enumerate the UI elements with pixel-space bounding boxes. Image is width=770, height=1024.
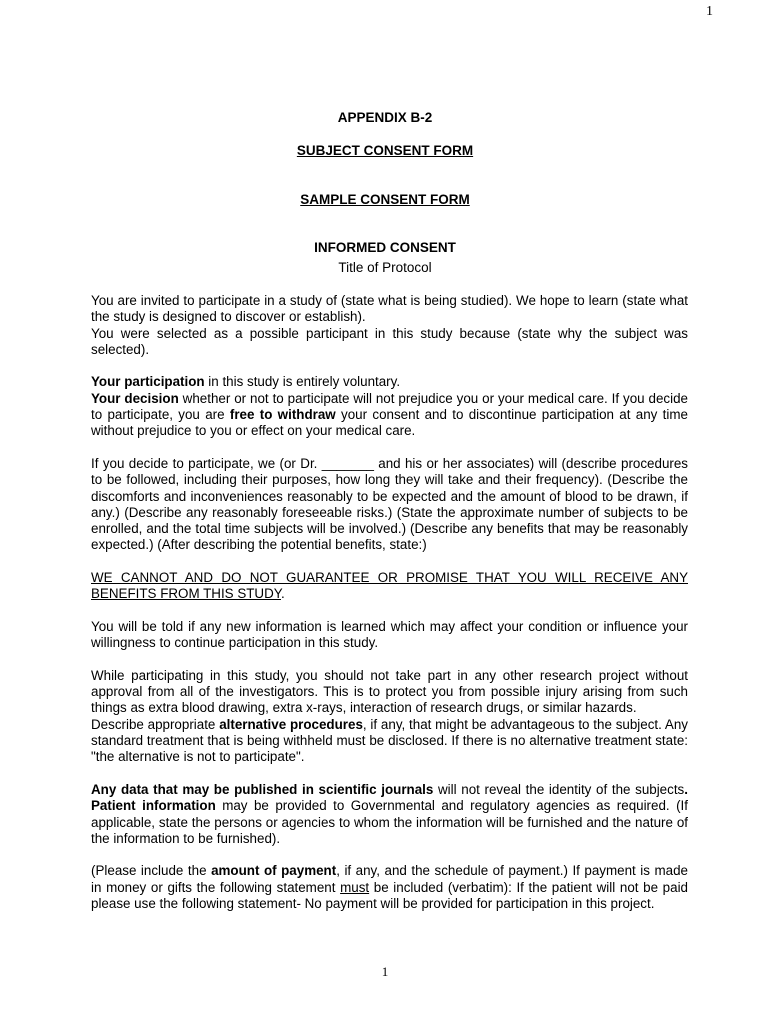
sample-consent-heading: SAMPLE CONSENT FORM: [300, 192, 470, 207]
paragraph-invitation: You are invited to participate in a study of (state what is being studied). We hope to learn (state what the study is designed to discover or establish).: [91, 293, 688, 325]
no-guarantee-period: .: [280, 586, 285, 602]
patient-info-bold: . Patient information: [91, 781, 688, 814]
paragraph-alternatives: [91, 717, 688, 766]
payment-bold: amount of payment: [211, 863, 337, 879]
decision-text: whether or not to participate will not prejudice you or your medical care. If you decide to participate, you are: [91, 390, 688, 423]
participation-bold: Your participation: [91, 374, 205, 390]
paragraph-other-research: While participating in this study, you should not take part in any other research project without approval from all of the investigators. This is to protect you from possible injury arising from such things as extra blood drawing, extra x-rays, interaction of research drugs, or similar hazards.: [91, 667, 688, 716]
alternatives-bold: alternative procedures: [219, 716, 363, 732]
subject-consent-heading: SUBJECT CONSENT FORM: [296, 143, 474, 158]
alternatives-text-2: , if any, that might be advantageous to the subject. Any standard treatment that is being withheld must be disclosed. If there is no alternative treatment state: "the alternative is not to participate".: [91, 716, 688, 765]
paragraph-selection: You were selected as a possible participant in this study because (state why the subject was selected).: [91, 325, 688, 357]
paragraph-procedures: If you decide to participate, we (or Dr. _______ and his or her associates) will (describe procedures to be followed, including their purposes, how long they will take and their frequency). (Describe the discomforts and inconveniences reasonably to be expected and the amount of blood to be drawn, if any.) (Describe any reasonably foreseeable risks.) (State the approximate number of subjects to be enrolled, and the total time subjects will be involved.) (Describe any benefits that may be reasonably expected.) (After describing the potential benefits, state:): [91, 455, 688, 553]
payment-text-1: (Please include the: [91, 863, 212, 879]
data-published-bold: Any data that may be published in scientific journals: [91, 781, 434, 797]
participation-text: in this study is entirely voluntary.: [204, 374, 401, 390]
paragraph-new-information: You will be told if any new information is learned which may affect your condition or influence your willingness to continue participation in this study.: [91, 618, 688, 651]
paragraph-participation: [91, 374, 688, 390]
paragraph-no-guarantee: [91, 570, 688, 603]
informed-consent-heading: INFORMED CONSENT: [314, 240, 456, 255]
withdraw-bold: free to withdraw: [229, 407, 336, 423]
paragraph-payment: [91, 863, 688, 912]
data-published-text: will not reveal the identity of the subjects: [433, 781, 685, 797]
payment-text-3: be included (verbatim): If the patient will not be paid please use the following statement- No payment will be provided for participation in this project.: [91, 879, 688, 911]
must-underlined: must: [340, 879, 370, 895]
appendix-heading: APPENDIX B-2: [337, 110, 433, 125]
decision-bold: Your decision: [91, 390, 179, 406]
protocol-title: Title of Protocol: [338, 260, 432, 275]
alternatives-text-1: Describe appropriate: [91, 716, 220, 732]
withdraw-text: your consent and to discontinue participation at any time without prejudice to you or effect on your medical care.: [91, 407, 688, 439]
patient-info-text: may be provided to Governmental and regulatory agencies as required. (If applicable, state the persons or agencies to whom the information will be furnished and the nature of the information to be furnished).: [91, 798, 688, 846]
no-guarantee-statement: WE CANNOT AND DO NOT GUARANTEE OR PROMISE THAT YOU WILL RECEIVE ANY BENEFITS FROM THIS STUDY: [91, 570, 688, 602]
page-number-top: 1: [706, 4, 713, 19]
page-number-bottom: 1: [381, 964, 389, 979]
payment-text-2: , if any, and the schedule of payment.) If payment is made in money or gifts the following statement: [91, 863, 689, 895]
consent-body: [91, 293, 688, 912]
paragraph-decision: [91, 391, 688, 440]
paragraph-data-privacy: [91, 782, 688, 847]
